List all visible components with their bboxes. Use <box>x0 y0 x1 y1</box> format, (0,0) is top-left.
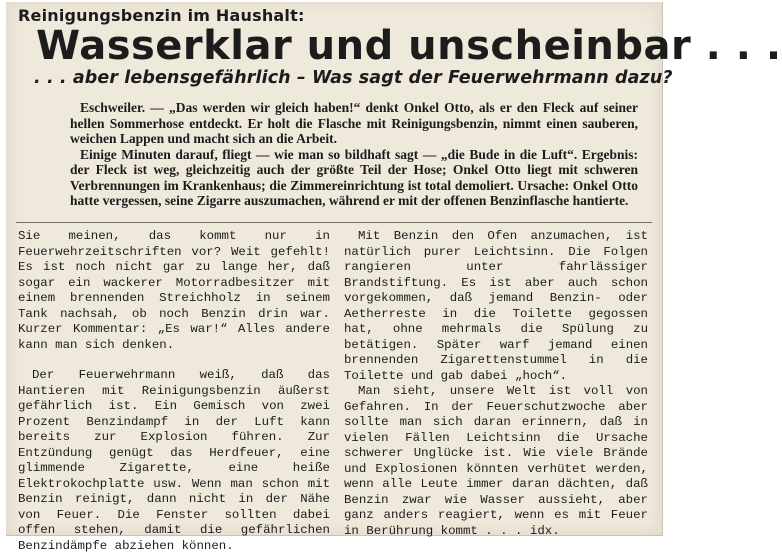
article-headline: Wasserklar und unscheinbar . . . <box>36 23 782 69</box>
body-paragraph: Der Feuerwehrmann weiß, daß das Hantieren mit Reinigungsbenzin äußerst gefährlich ist. Ein Gemisch von zwei Prozent Benzindampf in der Luft kann bereits zur Explosion führen. Zur Entzündung genügt das Herdfeuer, eine glimmende Zigarette, eine heiße Elektrokochplatte usw. Wenn man schon mit Benzin reinigt, dann nicht in der Nähe von Feuer. Die Fenster sollten dabei offen stehen, damit die gefährlichen Benzindämpfe abziehen können. <box>18 368 330 553</box>
body-paragraph: Man sieht, unsere Welt ist voll von Gefahren. In der Feuerschutzwoche aber sollte man sich daran erinnern, daß in vielen Fällen Leichtsinn die Ursache schwerer Unglücke ist. Wie viele Brände und Explosionen könnten verhütet werden, wenn alle Leute immer daran dächten, daß Benzin zwar wie Wasser aussieht, aber ganz anders reagiert, wenn es mit Feuer in Berührung kommt . . . idx. <box>344 384 648 538</box>
body-column-left <box>18 229 330 554</box>
newspaper-clipping <box>6 2 782 553</box>
section-divider <box>16 222 652 223</box>
body-paragraph: Mit Benzin den Ofen anzumachen, ist natürlich purer Leichtsinn. Die Folgen rangieren unter fahrlässiger Brandstiftung. Es ist aber auch schon vorgekommen, daß jemand Benzin- oder Aetherreste in die Toilette gegossen hat, ohne mehrmals die Spülung zu betätigen. Später warf jemand einen brennenden Zigarettenstummel in die Toilette und gab dabei „hoch“. <box>344 229 648 383</box>
lead-paragraph: Eschweiler. — „Das werden wir gleich haben!“ denkt Onkel Otto, als er den Fleck auf seiner hellen Sommerhose entdeckt. Er holt die Flasche mit Reinigungsbenzin, nimmt einen sauberen, weichen Lappen und macht sich an die Arbeit. <box>70 100 638 146</box>
lead-paragraph-block <box>70 100 638 209</box>
body-paragraph: Sie meinen, das kommt nur in Feuerwehrzeitschriften vor? Weit gefehlt! Es ist noch nicht gar zu lange her, daß sogar ein wackerer Motorradbesitzer mit einem brennenden Streichholz in seinem Tank nachsah, ob noch Benzin drin war. Kurzer Kommentar: „Es war!“ Alles andere kann man sich denken. <box>18 229 330 352</box>
lead-paragraph: Einige Minuten darauf, fliegt — wie man so bildhaft sagt — „die Bude in die Luft“. Ergebnis: der Fleck ist weg, gleichzeitig auch der größte Teil der Hose; Onkel Otto liegt mit schweren Verbrennungen im Krankenhaus; die Zimmereinrichtung ist total demoliert. Ursache: Onkel Otto hatte vergessen, seine Zigarre auszumachen, während er mit der offenen Benzinflasche hantierte. <box>70 146 638 208</box>
article-subheadline: . . . aber lebensgefährlich – Was sagt der Feuerwehrmann dazu? <box>34 68 673 88</box>
article-kicker: Reinigungsbenzin im Haushalt: <box>18 6 305 25</box>
body-column-right <box>344 229 648 539</box>
